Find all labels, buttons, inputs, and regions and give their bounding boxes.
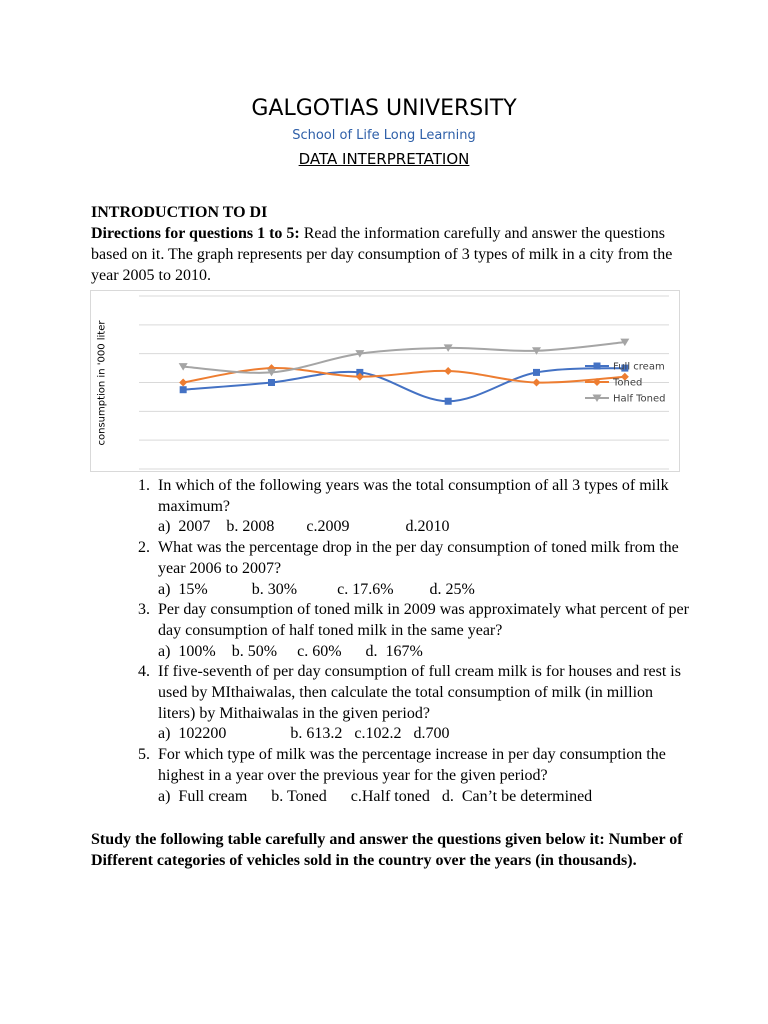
legend-full-cream-label: Full cream bbox=[613, 361, 665, 373]
question-item bbox=[158, 662, 691, 745]
legend-full-cream-marker bbox=[594, 363, 601, 370]
question-options: a) 2007 b. 2008 c.2009 d.2010 bbox=[158, 518, 450, 536]
question-list bbox=[91, 476, 691, 807]
question-options: a) 100% b. 50% c. 60% d. 167% bbox=[158, 642, 423, 660]
question-options: a) 15% b. 30% c. 17.6% d. 25% bbox=[158, 580, 475, 598]
question-options: a) Full cream b. Toned c.Half toned d. Can’t be determined bbox=[158, 787, 593, 805]
full-cream-point bbox=[445, 398, 452, 405]
full-cream-point bbox=[533, 369, 540, 376]
section-heading: DATA INTERPRETATION bbox=[298, 150, 470, 168]
question-item bbox=[158, 600, 691, 662]
toned-point bbox=[179, 379, 187, 387]
question-text: Per day consumption of toned milk in 2009 was approximately what percent of per day consumption of half toned milk in the same year? bbox=[158, 601, 689, 639]
question-text: If five-seventh of per day consumption of full cream milk is for houses and rest is used by MIthaiwalas, then calculate the total consumption of milk (in million liters) by Mithaiwalas in the given period? bbox=[158, 663, 681, 722]
directions-text: Read the information carefully and answer the questions based on it. The graph represents per day consumption of 3 types of milk in a city from the year 2005 to 2010. bbox=[91, 225, 673, 284]
full-cream-point bbox=[268, 379, 275, 386]
question-text: In which of the following years was the total consumption of all 3 types of milk maximum? bbox=[158, 477, 669, 515]
question-item bbox=[158, 476, 691, 538]
question-text: What was the percentage drop in the per day consumption of toned milk from the year 2006 to 2007? bbox=[158, 539, 679, 577]
toned-point bbox=[533, 379, 541, 387]
question-item bbox=[158, 538, 691, 600]
legend-half-toned-label: Half Toned bbox=[613, 393, 666, 405]
directions-paragraph bbox=[91, 223, 683, 286]
toned-point bbox=[444, 367, 452, 375]
half-toned-line bbox=[183, 342, 625, 373]
y-axis-label: consumption in '000 liter bbox=[96, 320, 108, 446]
question-item bbox=[158, 745, 691, 807]
question-text: For which type of milk was the percentage increase in per day consumption the highest in a year over the previous year for the given period? bbox=[158, 746, 666, 784]
full-cream-point bbox=[180, 386, 187, 393]
legend-toned-label: Toned bbox=[613, 377, 643, 389]
study-instructions: Study the following table carefully and answer the questions given below it: Number of Different categories of vehicles sold in the country over the years (in thousands). bbox=[91, 831, 683, 869]
directions-label: Directions for questions 1 to 5: bbox=[91, 225, 300, 242]
question-options: a) 102200 b. 613.2 c.102.2 d.700 bbox=[158, 725, 450, 743]
intro-heading: INTRODUCTION TO DI bbox=[91, 204, 268, 221]
university-title: GALGOTIAS UNIVERSITY bbox=[251, 96, 517, 121]
milk-consumption-chart bbox=[90, 290, 680, 472]
school-subtitle: School of Life Long Learning bbox=[292, 128, 476, 143]
chart-svg bbox=[91, 291, 681, 473]
